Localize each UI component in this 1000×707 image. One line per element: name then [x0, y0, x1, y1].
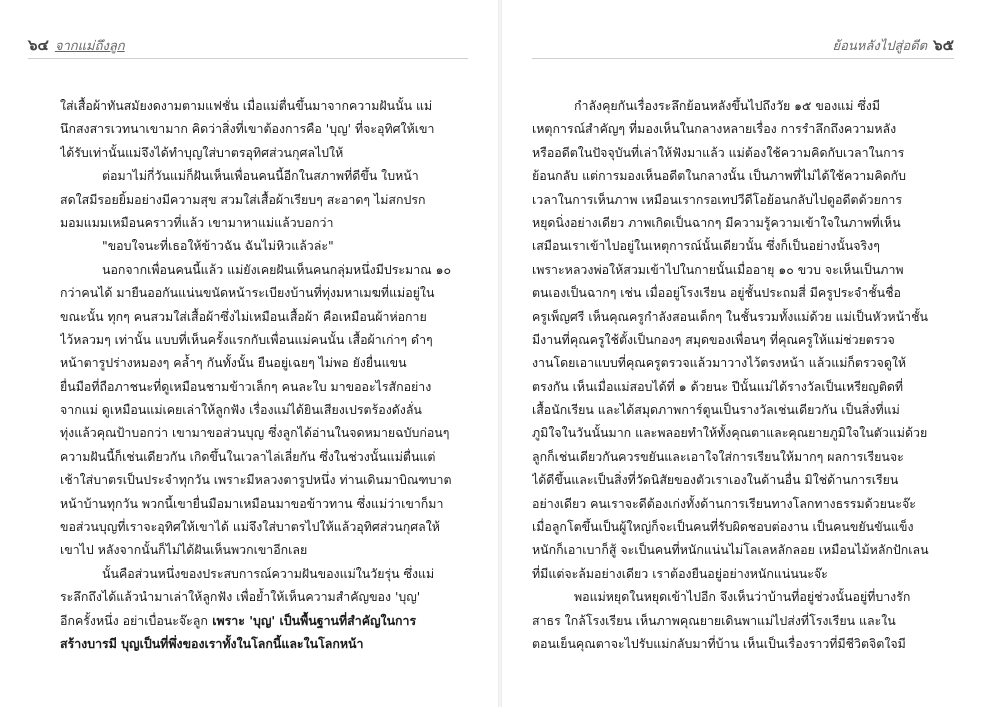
- line-text: "ขอบใจนะที่เธอให้ข้าวฉัน ฉันไม่หิวแล้วล่ะ": [102, 238, 334, 254]
- line-text: ทุ่งแล้วคุณป้าบอกว่า เขามาขอส่วนบุญ ซึ่งลูกได้อ่านในจดหมายฉบับก่อนๆ: [60, 425, 450, 441]
- text-line: [532, 351, 952, 374]
- right-running-head: [833, 34, 955, 56]
- text-line: [532, 211, 952, 234]
- line-text: เมื่อลูกโตขึ้นเป็นผู้ใหญ่ก็จะเป็นคนที่รับผิดชอบต่องาน เป็นคนขยันขันแข็ง: [532, 519, 914, 535]
- line-text: สดใสมีรอยยิ้มอย่างมีความสุข สวมใส่เสื้อผ้าเรียบๆ สะอาดๆ ไม่สกปรก: [60, 191, 426, 207]
- left-header-rule: [28, 58, 468, 59]
- text-line: [532, 398, 952, 421]
- line-text: ต่อมาไม่กี่วันแม่ก็ฝันเห็นเพื่อนคนนี้อีกในสภาพที่ดีขึ้น ใบหน้า: [102, 168, 419, 184]
- text-line: [60, 234, 465, 257]
- text-line: [532, 445, 952, 468]
- text-line: [60, 305, 465, 328]
- line-text: ลูกก็เช่นเดียวกันควรขยันและเอาใจใส่การเรียนให้มากๆ ผลการเรียนจะ: [532, 448, 904, 464]
- text-line: [60, 585, 465, 608]
- line-text: เพราะหลวงพ่อให้สวมเข้าไปในกายนั้นเมื่ออายุ ๑๐ ขวบ จะเห็นเป็นภาพ: [532, 261, 904, 277]
- line-text: ได้ดีขึ้นและเป็นสิ่งที่วัดนิสัยของตัวเราเองในด้านอื่น มิใช่ด้านการเรียน: [532, 472, 899, 488]
- line-text: ตนเองเป็นฉากๆ เช่น เมื่ออยู่โรงเรียน อยู่ชั้นประถมสี่ มีครูประจำชั้นชื่อ: [532, 285, 901, 301]
- text-line: [60, 632, 465, 655]
- line-text: จากแม่ ดูเหมือนแม่เคยเล่าให้ลูกฟัง เรื่องแม่ได้ยินเสียงเปรตร้องดังลั่น: [60, 402, 422, 418]
- text-line: [532, 305, 952, 328]
- line-text: เสมือนเราเข้าไปอยู่ในเหตุการณ์นั้นเดียวนั้น ซึ่งก็เป็นอย่างนั้นจริงๆ: [532, 238, 880, 254]
- line-text: เสื้อนักเรียน และได้สมุดภาพการ์ตูนเป็นรางวัลเช่นเดียวกัน เป็นสิ่งที่แม่: [532, 402, 900, 418]
- text-line: [532, 164, 952, 187]
- line-text: เช้าใส่บาตรเป็นประจำทุกวัน เพราะมีหลวงตารูปหนึ่ง ท่านเดินมาบิณฑบาต: [60, 472, 452, 488]
- line-text: ยื่นมือที่ถือภาชนะที่ดูเหมือนชามข้าวเล็กๆ คนละใบ มาขออะไรสักอย่าง: [60, 378, 432, 394]
- line-text: หน้าบ้านทุกวัน พวกนี้เขายื่นมือมาเหมือนมาขอข้าวทาน ซึ่งแม่ว่าเขาก็มา: [60, 495, 444, 511]
- line-text: ตอนเย็นคุณตาจะไปรับแม่กลับมาที่บ้าน เห็นเป็นเรื่องราวที่มีชีวิตจิตใจมี: [532, 635, 906, 651]
- right-running-title: ย้อนหลังไปสู่อดีต: [832, 38, 928, 54]
- line-text: ความฝันนี้ก็เช่นเดียวกัน เกิดขึ้นในเวลาไล่เลี่ยกัน ซึ่งในช่วงนั้นแม่ตื่นแต่: [60, 448, 436, 464]
- text-line: [60, 492, 465, 515]
- right-page: [502, 0, 1000, 707]
- text-line: [60, 258, 465, 281]
- text-line: [60, 328, 465, 351]
- text-line: [532, 421, 952, 444]
- text-line: [60, 375, 465, 398]
- text-line: [60, 141, 465, 164]
- text-line: [60, 188, 465, 211]
- right-header-rule: [532, 58, 954, 59]
- left-page: [0, 0, 498, 707]
- line-text: หน้าตารูปร่างหมองๆ คล้ำๆ กันทั้งนั้น ยืนอยู่เฉยๆ ไม่พอ ยังยื่นแขน: [60, 355, 407, 371]
- line-text: ตรงกัน เห็นเมื่อแม่สอบได้ที่ ๑ ด้วยนะ ปีนั้นแม่ได้รางวัลเป็นเหรียญติดที่: [532, 378, 904, 394]
- text-line: [60, 211, 465, 234]
- line-text: ที่มีแต่จะล้มอย่างเดียว เราต้องยืนอยู่อย่างหนักแน่นนะจ๊ะ: [532, 565, 828, 581]
- line-text: เขาไป หลังจากนั้นก็ไม่ได้ฝันเห็นพวกเขาอีกเลย: [60, 542, 308, 558]
- text-line: [60, 164, 465, 187]
- text-line: [60, 538, 465, 561]
- text-line: [60, 117, 465, 140]
- text-line: [60, 562, 465, 585]
- text-line: [532, 609, 952, 632]
- text-line: [532, 538, 952, 561]
- line-text: อย่างเดียว คนเราจะดีต้องเก่งทั้งด้านการเรียนทางโลกทางธรรมด้วยนะจ๊ะ: [532, 495, 916, 511]
- line-text: สร้างบารมี บุญเป็นที่พึ่งของเราทั้งในโลกนี้และในโลกหน้า: [60, 635, 364, 651]
- line-text: ภูมิใจในวันนั้นมาก และพลอยทำให้ทั้งคุณตาและคุณยายภูมิใจในตัวแม่ด้วย: [532, 425, 928, 441]
- line-text: กำลังคุยกันเรื่องระลึกย้อนหลังขึ้นไปถึงวัย ๑๕ ของแม่ ซึ่งมี: [574, 98, 881, 113]
- left-page-number: ๖๔: [28, 36, 49, 54]
- line-text: นั้นคือส่วนหนึ่งของประสบการณ์ความฝันของแม่ในวัยรุ่น ซึ่งแม่: [102, 565, 435, 581]
- line-text: พอแม่หยุดในหยุดเข้าไปอีก จึงเห็นว่าบ้านที่อยู่ช่วงนั้นอยู่ที่บางรัก: [574, 589, 911, 605]
- text-line: [60, 94, 465, 117]
- text-line: [532, 141, 952, 164]
- text-line: [60, 468, 465, 491]
- text-line: [532, 117, 952, 140]
- left-running-head: [28, 34, 125, 56]
- text-line: [532, 258, 952, 281]
- text-line: [532, 188, 952, 211]
- text-line: [60, 445, 465, 468]
- line-text: ระลึกถึงได้แล้วนำมาเล่าให้ลูกฟัง เพื่อย้ำให้เห็นความสำคัญของ 'บุญ': [60, 589, 421, 605]
- text-line: [532, 585, 952, 608]
- line-text: ย้อนกลับ แต่การมองเห็นอดีตในกลางนั้น เป็นภาพที่ไม่ได้ใช้ความคิดกับ: [532, 168, 907, 184]
- text-line: [532, 234, 952, 257]
- text-line: [532, 281, 952, 304]
- text-line: [532, 562, 952, 585]
- text-line: [60, 421, 465, 444]
- line-text: เหตุการณ์สำคัญๆ ที่มองเห็นในกลางหลายเรื่อง การรำลึกถึงความหลัง: [532, 121, 897, 137]
- line-text: มีงานที่คุณครูใช้ตั้งเป็นกองๆ สมุดของเพื่อนๆ ที่คุณครูให้แม่ช่วยตรวจ: [532, 331, 895, 347]
- line-bold-tail: เพราะ 'บุญ' เป็นพื้นฐานที่สำคัญในการ: [207, 612, 417, 628]
- line-text: หนักก็เอาเบาก็สู้ จะเป็นคนที่หนักแน่นไม่โลเลหลักลอย เหมือนไม้หลักปักเลน: [532, 542, 929, 558]
- text-line: [60, 609, 465, 632]
- text-line: [532, 492, 952, 515]
- text-line: [532, 375, 952, 398]
- line-text: งานโดยเอาแบบที่คุณครูตรวจแล้วมาวางไว้ตรงหน้า แล้วแม่ก็ตรวจดูให้: [532, 355, 907, 371]
- text-line: [60, 398, 465, 421]
- line-text: ขณะนั้น ทุกๆ คนสวมใส่เสื้อผ้าซึ่งไม่เหมือนเสื้อผ้า คือเหมือนผ้าห่อกาย: [60, 308, 427, 324]
- line-text: ได้รับเท่านั้นแม่จึงได้ทำบุญใส่บาตรอุทิศส่วนกุศลไปให้: [60, 144, 344, 160]
- line-text: ขอส่วนบุญที่เราจะอุทิศให้เขาได้ แม่จึงใส่บาตรไปให้แล้วอุทิศส่วนกุศลให้: [60, 519, 440, 535]
- line-text: ครูเพ็ญศรี เห็นคุณครูกำลังสอนเด็กๆ ในชั้นรวมทั้งแม่ด้วย แม่เป็นหัวหน้าชั้น: [532, 308, 928, 324]
- line-text: ใส่เสื้อผ้าทันสมัยงดงามตามแฟชั่น เมื่อแม่ตื่นขึ้นมาจากความฝันนั้น แม่: [60, 98, 433, 113]
- line-text: หยุดนิ่งอย่างเดียว ภาพเกิดเป็นฉากๆ มีความรู้ความเข้าใจในภาพที่เห็น: [532, 214, 901, 230]
- left-page-body: [60, 94, 465, 655]
- text-line: [532, 632, 952, 655]
- text-line: [60, 351, 465, 374]
- text-line: [532, 94, 952, 117]
- line-text: มอมแมมเหมือนคราวที่แล้ว เขามาหาแม่แล้วบอกว่า: [60, 214, 334, 230]
- line-text: นอกจากเพื่อนคนนี้แล้ว แม่ยังเคยฝันเห็นคนกลุ่มหนึ่งมีประมาณ ๑๐: [102, 261, 452, 277]
- line-text: กว่าคนได้ มายืนออกันแน่นขนัดหน้าระเบียงบ้านที่ทุ่งมหาเมฆที่แม่อยู่ใน: [60, 285, 435, 301]
- text-line: [60, 281, 465, 304]
- line-text: เวลาในการเห็นภาพ เหมือนเรากรอเทปวีดีโอย้อนกลับไปดูอดีตด้วยการ: [532, 191, 902, 207]
- text-line: [60, 515, 465, 538]
- text-line: [532, 515, 952, 538]
- text-line: [532, 328, 952, 351]
- line-text: สาธร ใกล้โรงเรียน เห็นภาพคุณยายเดินพาแม่ไปส่งที่โรงเรียน และใน: [532, 612, 896, 628]
- line-text: อีกครั้งหนึ่ง อย่าเบื่อนะจ๊ะลูก: [60, 612, 208, 628]
- line-text: นึกสงสารเวทนาเขามาก คิดว่าสิ่งที่เขาต้องการคือ 'บุญ' ที่จะอุทิศให้เขา: [60, 121, 435, 137]
- right-page-number: ๖๕: [933, 36, 954, 54]
- line-text: ไว้หลวมๆ เท่านั้น แบบที่เห็นครั้งแรกกับเพื่อนแม่คนนั้น เสื้อผ้าเก่าๆ ดำๆ: [60, 331, 433, 347]
- text-line: [532, 468, 952, 491]
- line-text: หรืออดีตในปัจจุบันที่เล่าให้ฟังมาแล้ว แม่ต้องใช้ความคิดกับเวลาในการ: [532, 144, 905, 160]
- right-page-body: [532, 94, 952, 655]
- left-running-title: จากแม่ถึงลูก: [54, 38, 125, 54]
